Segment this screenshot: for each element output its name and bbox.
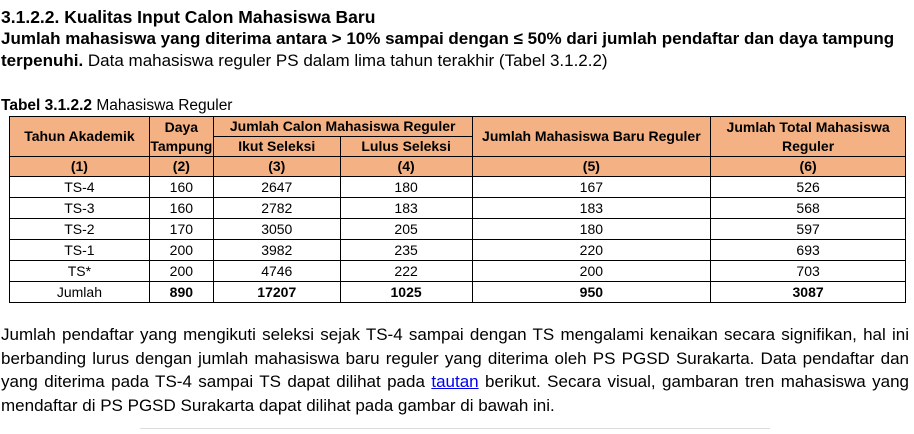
cell-ikut: 3050: [213, 219, 340, 240]
cell-baru: 167: [472, 177, 711, 198]
total-baru: 950: [472, 282, 711, 303]
cell-lulus: 235: [340, 240, 472, 261]
header-total: Jumlah Total Mahasiswa Reguler: [711, 117, 906, 157]
cell-ikut: 2782: [213, 198, 340, 219]
cell-baru: 183: [472, 198, 711, 219]
table-row: [10, 198, 906, 219]
tautan-link[interactable]: tautan: [431, 372, 479, 391]
total-total: 3087: [711, 282, 906, 303]
table-row: [10, 219, 906, 240]
cell-lulus: 205: [340, 219, 472, 240]
table-row: [10, 240, 906, 261]
paragraph-text-end: berikut. Secara visual, gambaran tren mahasiswa yang mendaftar di PS PGSD Surakarta dapat dilihat pada gambar di bawah ini.: [1, 372, 909, 415]
cell-baru: 180: [472, 219, 711, 240]
cell-total: 568: [711, 198, 906, 219]
header-calon: Jumlah Calon Mahasiswa Reguler: [213, 117, 472, 137]
cell-lulus: 222: [340, 261, 472, 282]
table-caption-title: Mahasiswa Reguler: [92, 97, 233, 114]
cell-tahun: TS-1: [10, 240, 150, 261]
header-mahasiswa-baru: Jumlah Mahasiswa Baru Reguler: [472, 117, 711, 157]
col-number: (6): [711, 157, 906, 177]
total-row: [10, 282, 906, 303]
cell-tahun: TS*: [10, 261, 150, 282]
header-ikut-seleksi: Ikut Seleksi: [213, 137, 340, 157]
col-number: (4): [340, 157, 472, 177]
paragraph-text: Jumlah pendaftar yang mengikuti seleksi sejak TS-4 sampai dengan TS mengalami kenaikan secara signifikan, hal ini berbanding lurus dengan jumlah mahasiswa baru reguler yang diterima oleh PS PGSD Surakarta. Data pendaftar dan yang diterima pada TS-4 sampai TS dapat dilihat pada: [1, 325, 909, 391]
header-lulus-seleksi: Lulus Seleksi: [340, 137, 472, 157]
cell-daya: 200: [149, 261, 213, 282]
table-caption: [1, 96, 232, 116]
section-intro: [1, 28, 913, 72]
col-number: (3): [213, 157, 340, 177]
intro-bold-text: Jumlah mahasiswa yang diterima antara > 10% sampai dengan ≤ 50% dari jumlah pendaftar dan daya tampung terpenuhi.: [1, 29, 895, 70]
cell-tahun: TS-2: [10, 219, 150, 240]
cell-total: 597: [711, 219, 906, 240]
col-number: (2): [149, 157, 213, 177]
table-row: [10, 261, 906, 282]
table-caption-number: Tabel 3.1.2.2: [1, 97, 93, 114]
cell-daya: 160: [149, 177, 213, 198]
cell-tahun: TS-4: [10, 177, 150, 198]
cell-tahun: TS-3: [10, 198, 150, 219]
cell-daya: 170: [149, 219, 213, 240]
cell-ikut: 2647: [213, 177, 340, 198]
total-lulus: 1025: [340, 282, 472, 303]
col-number: (1): [10, 157, 150, 177]
header-tahun: Tahun Akademik: [10, 117, 150, 157]
cell-daya: 160: [149, 198, 213, 219]
cell-ikut: 4746: [213, 261, 340, 282]
body-paragraph: [1, 323, 909, 417]
cell-ikut: 3982: [213, 240, 340, 261]
total-label: Jumlah: [10, 282, 150, 303]
cell-lulus: 183: [340, 198, 472, 219]
col-number: (5): [472, 157, 711, 177]
total-ikut: 17207: [213, 282, 340, 303]
cell-baru: 200: [472, 261, 711, 282]
student-table: [9, 116, 906, 303]
section-heading: 3.1.2.2. Kualitas Input Calon Mahasiswa Baru: [1, 7, 376, 27]
cell-total: 693: [711, 240, 906, 261]
intro-text: Data mahasiswa reguler PS dalam lima tahun terakhir (Tabel 3.1.2.2): [83, 51, 608, 70]
header-daya-tampung: Daya Tampung: [149, 117, 213, 157]
cell-baru: 220: [472, 240, 711, 261]
cell-lulus: 180: [340, 177, 472, 198]
figure-top-edge: [140, 428, 770, 434]
total-daya: 890: [149, 282, 213, 303]
cell-total: 703: [711, 261, 906, 282]
cell-daya: 200: [149, 240, 213, 261]
cell-total: 526: [711, 177, 906, 198]
table-row: [10, 177, 906, 198]
